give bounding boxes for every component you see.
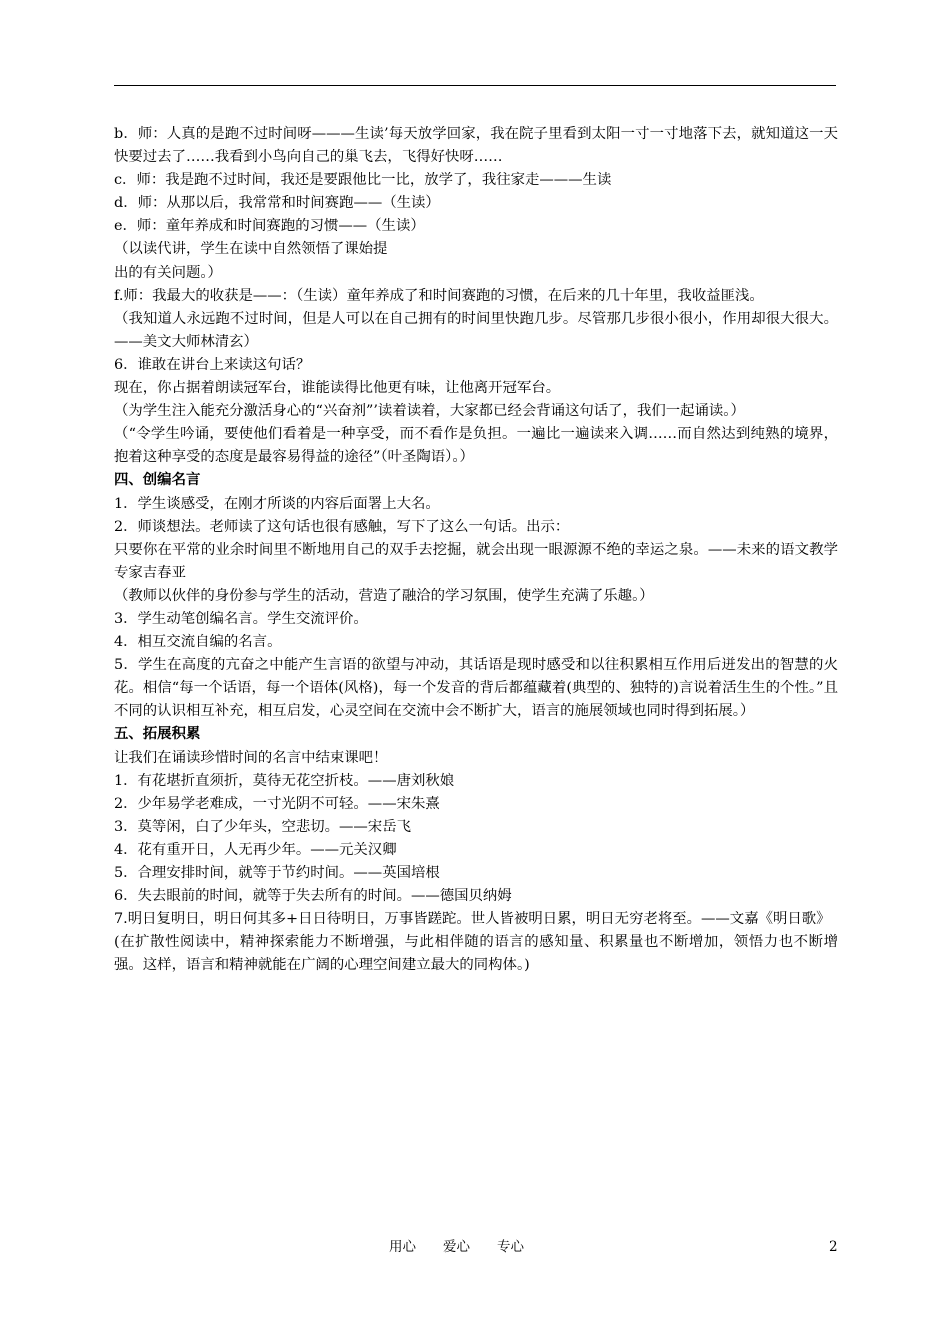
- paragraph-item-6: 6．谁敢在讲台上来读这句话？: [114, 356, 311, 373]
- paragraph-note-1b: 出的有关问题。）: [114, 264, 222, 281]
- paragraph-b: b．师：人真的是跑不过时间呀———生读’每天放学回家，我在院子里看到太阳一寸一寸地落下去，就知道这一天快要过去了……我看到小鸟向自己的巢飞去，飞得好快呀……: [114, 126, 838, 166]
- document-body: [114, 123, 838, 977]
- list-item-quote-1: 1．有花堪折直须折，莫待无花空折枝。——唐刘秋娘: [114, 772, 455, 789]
- paragraph-d: d．师：从那以后，我常常和时间赛跑——（生读）: [114, 195, 440, 212]
- paragraph-note-2: （为学生注入能充分激活身心的“兴奋剂”’读着读着，大家都已经会背诵这句话了，我们一起诵读。）: [114, 403, 745, 420]
- list-item-quote-4: 4．花有重开日，人无再少年。——元关汉卿: [114, 841, 397, 858]
- paragraph-f: f.师：我最大的收获是——：（生读）童年养成了和时间赛跑的习惯，在后来的几十年里，我收益匪浅。: [114, 287, 764, 304]
- paragraph-s4-5: 5．学生在高度的亢奋之中能产生言语的欲望与冲动，其话语是现时感受和以往积累相互作用后迸发出的智慧的火花。相信“每一个话语，每一个语体(风格)，每一个发音的背后都蕴藏着(典型的、独特的)言说着活生生的个性。”且不同的认识相互补充，相互启发，心灵空间在交流中会不断扩大，语言的施展领域也同时得到拓展。）: [114, 657, 838, 720]
- list-item-quote-5: 5．合理安排时间，就等于节约时间。——英国培根: [114, 865, 440, 881]
- list-item-quote-6: 6．失去眼前的时间，就等于失去所有的时间。——德国贝纳姆: [114, 888, 512, 905]
- paragraph-s4-1: 1．学生谈感受，在刚才所谈的内容后面署上大名。: [114, 495, 440, 512]
- paragraph-note-1a: （以读代讲，学生在读中自然领悟了课始提: [114, 241, 388, 258]
- section-heading-4: 四、创编名言: [114, 472, 201, 489]
- list-item-quote-2: 2．少年易学老难成，一寸光阴不可轻。——宋朱熹: [114, 795, 440, 812]
- paragraph-s4-2: 2．师谈想法。老师读了这句话也很有感触，写下了这么一句话。出示：: [114, 518, 570, 535]
- paragraph-s4-quote: 只要你在平常的业余时间里不断地用自己的双手去挖掘，就会出现一眼源源不绝的幸运之泉。——未来的语文教学专家吉春亚: [114, 541, 838, 581]
- list-item-quote-3: 3．莫等闲，白了少年头，空悲切。——宋岳飞: [114, 818, 411, 835]
- list-item-quote-7: 7.明日复明日，明日何其多+日日待明日，万事皆蹉跎。世人皆被明日累，明日无穷老将至。——文嘉《明日歌》: [114, 911, 831, 928]
- page-number: 2: [829, 1239, 838, 1255]
- paragraph-s5-note: (在扩散性阅读中，精神探索能力不断增强，与此相伴随的语言的感知量、积累量也不断增加，领悟力也不断增强。这样，语言和精神就能在广阔的心理空间建立最大的同构体。): [114, 934, 838, 974]
- section-heading-5: 五、拓展积累: [114, 726, 201, 743]
- header-rule: [114, 85, 836, 86]
- paragraph-s5-intro: 让我们在诵读珍惜时间的名言中结束课吧！: [114, 749, 388, 766]
- paragraph-quote-lin: （我知道人永远跑不过时间，但是人可以在自己拥有的时间里快跑几步。尽管那几步很小很小，作用却很大很大。——美文大师林清玄）: [114, 310, 838, 350]
- paragraph-champion: 现在，你占据着朗读冠军台，谁能读得比他更有味，让他离开冠军台。: [114, 380, 561, 397]
- paragraph-c: c．师：我是跑不过时间，我还是要跟他比一比，放学了，我往家走———生读: [114, 172, 612, 189]
- footer-motto: 用心 爱心 专心: [389, 1239, 524, 1255]
- paragraph-s4-3: 3．学生动笔创编名言。学生交流评价。: [114, 610, 368, 627]
- paragraph-s4-note: （教师以伙伴的身份参与学生的活动，营造了融洽的学习氛围，使学生充满了乐趣。）: [114, 587, 654, 604]
- paragraph-note-3: （“令学生吟诵，要使他们看着是一种享受，而不看作是负担。一遍比一遍读来入调……而自然达到纯熟的境界，抱着这种享受的态度是最容易得益的途径”（叶圣陶语）。）: [114, 426, 838, 466]
- paragraph-e: e．师：童年养成和时间赛跑的习惯——（生读）: [114, 218, 425, 235]
- paragraph-s4-4: 4．相互交流自编的名言。: [114, 634, 282, 651]
